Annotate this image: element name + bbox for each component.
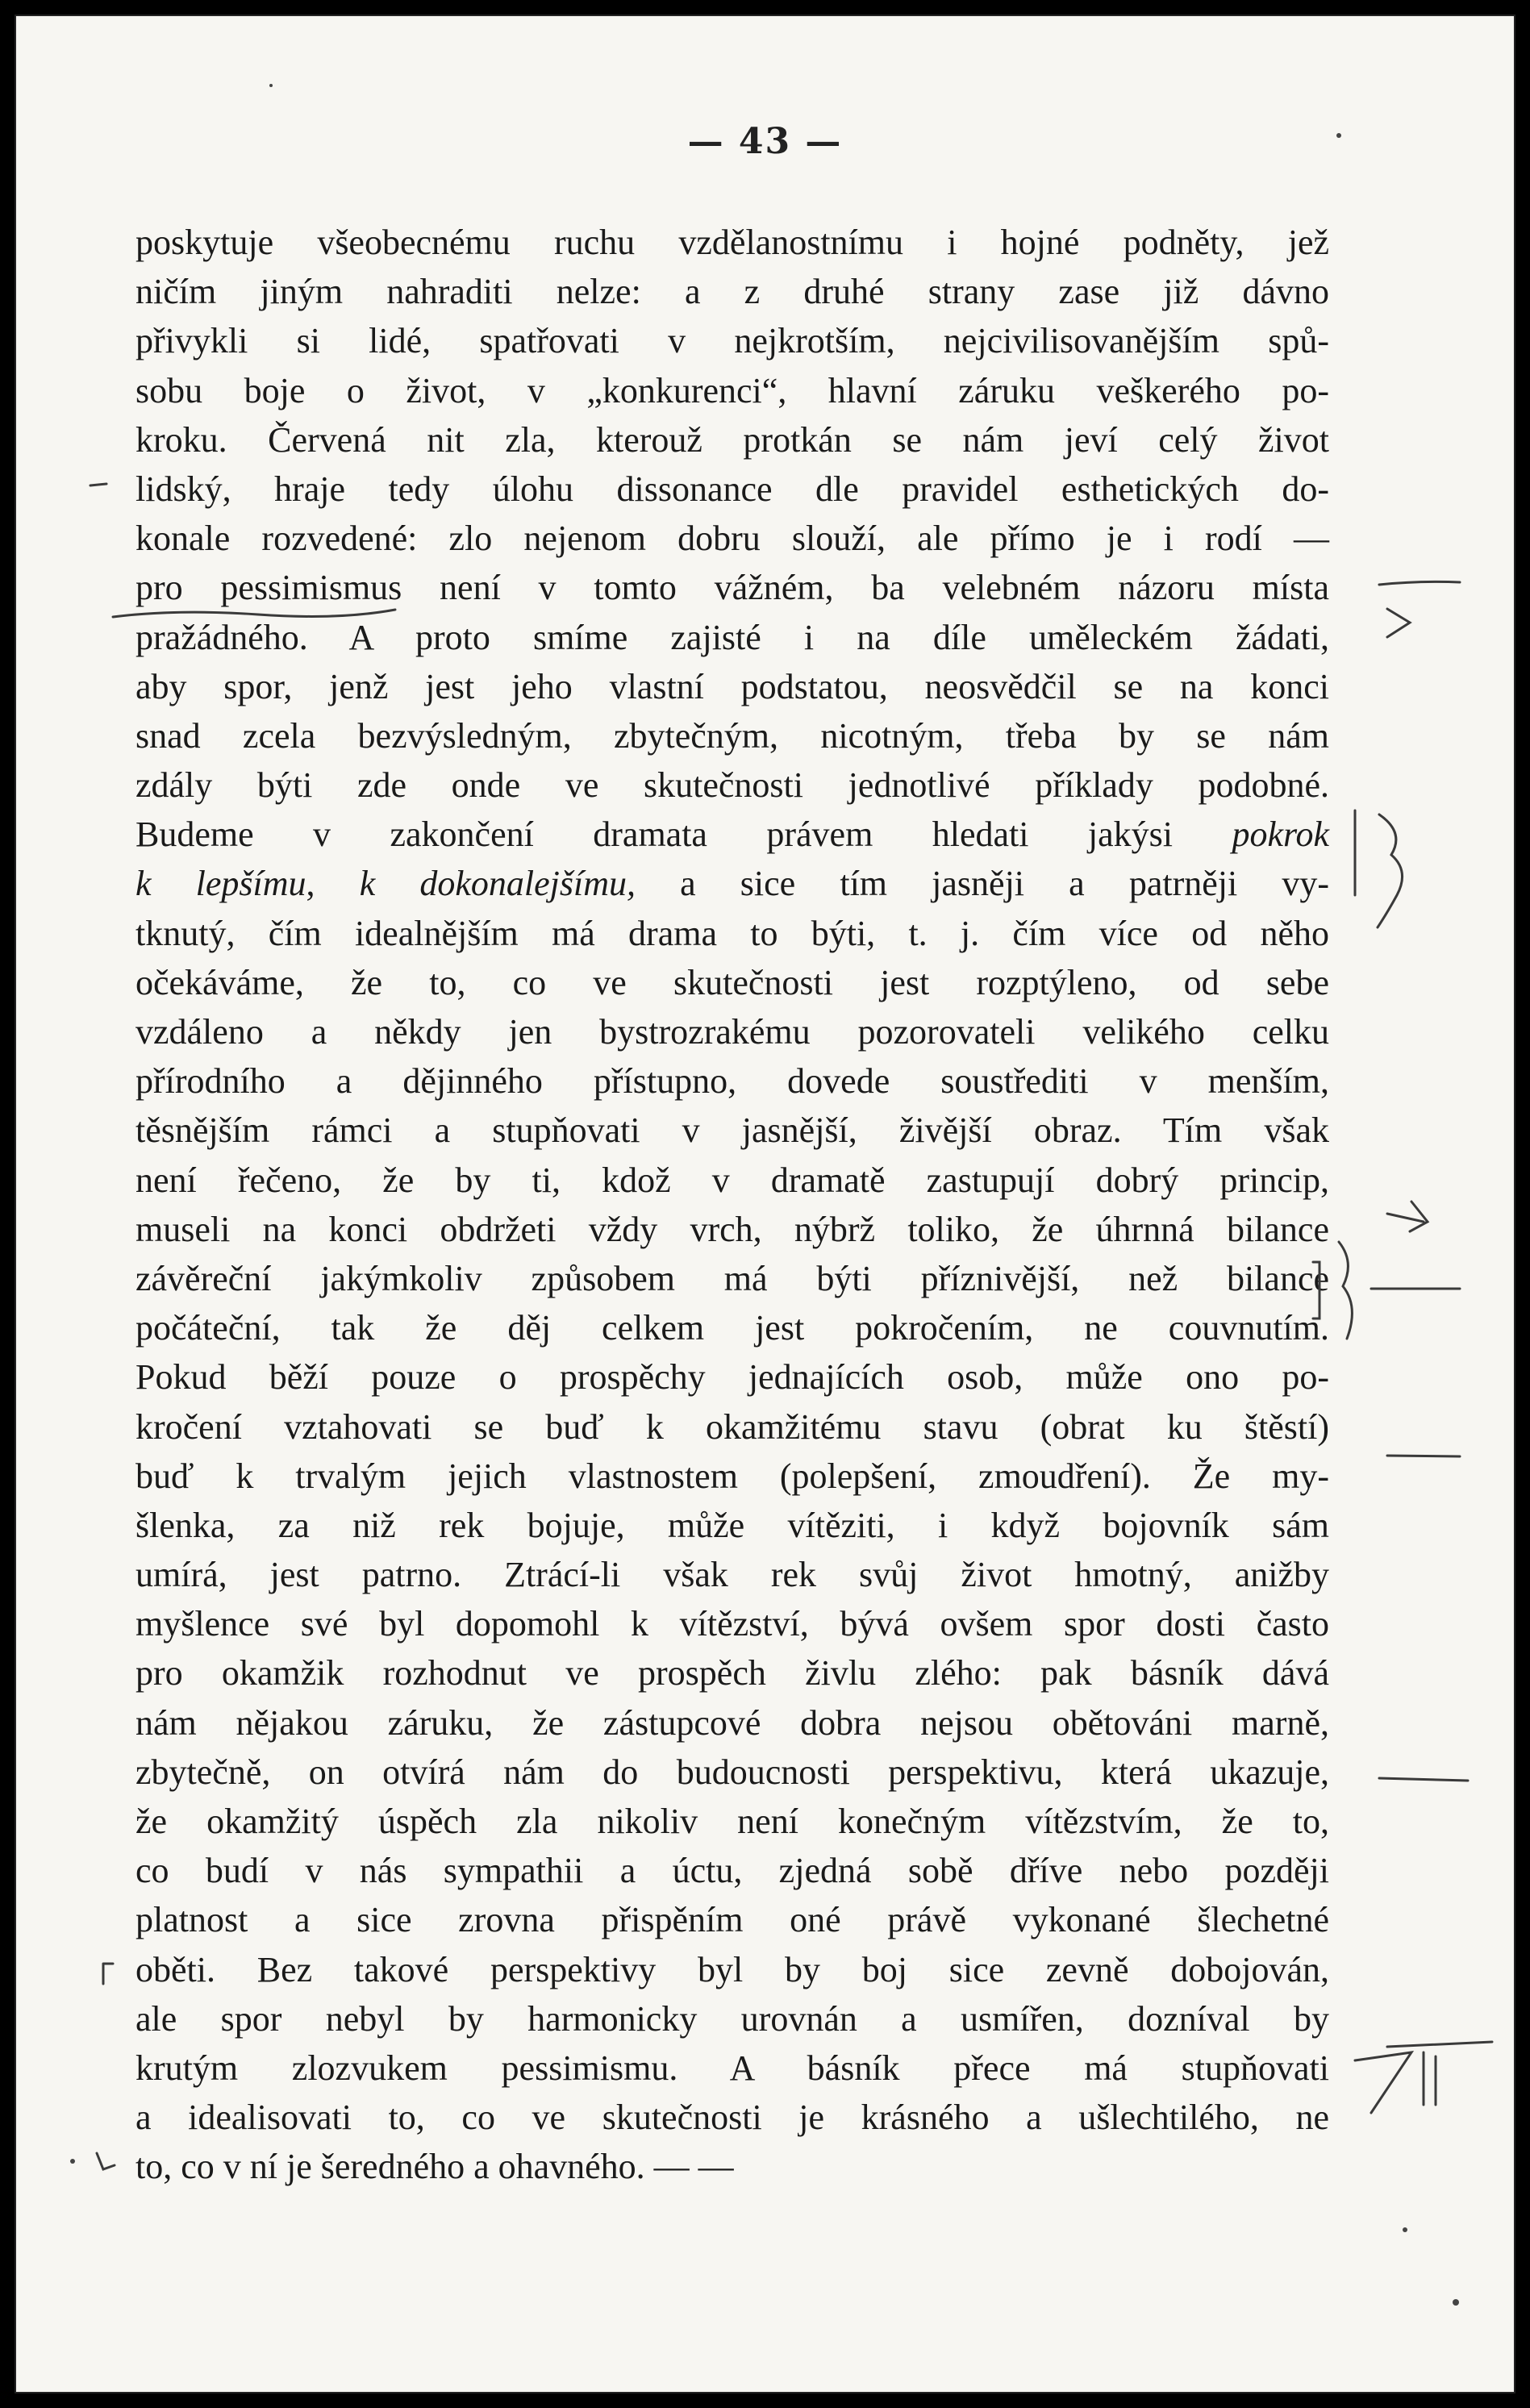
text-segment: krutým zlozvukem pessimismu. A básník přece má stupňovati (135, 2048, 1329, 2088)
text-segment: aby spor, jenž jest jeho vlastní podstatou, neosvědčil se na konci (135, 666, 1329, 706)
text-segment: pražádného. A proto smíme zajisté i na díle uměleckém žádati, (135, 617, 1329, 657)
text-line (135, 316, 1329, 365)
text-line (135, 1599, 1329, 1648)
text-segment: umírá, jest patrno. Ztrácí-li však rek svůj život hmotný, anižby (135, 1555, 1329, 1595)
text-segment: buď k trvalým jejich vlastnostem (polepšení, zmoudření). Že my- (135, 1456, 1329, 1496)
text-segment: lidský, hraje tedy úlohu dissonance dle pravidel esthetických do- (135, 469, 1329, 509)
margin-mark-7 (1355, 2052, 1411, 2113)
stray-dot-3 (70, 2159, 75, 2164)
stray-dot-5 (1403, 2227, 1407, 2232)
text-segment: pro pessimismus není v tomto vážném, ba velebném názoru místa (135, 568, 1329, 608)
text-segment: že okamžitý úspěch zla nikoliv není konečným vítězstvím, že to, (135, 1802, 1329, 1841)
text-line (135, 1056, 1329, 1106)
body-text (135, 218, 1329, 2192)
text-segment: nám nějakou záruku, že zástupcové dobra nejsou obětováni marně, (135, 1702, 1329, 1743)
text-line (135, 1648, 1329, 1698)
text-line (135, 2093, 1329, 2142)
margin-dash-right-4 (1387, 2042, 1492, 2047)
margin-mark-7b (1424, 2052, 1436, 2105)
text-line (135, 1501, 1329, 1550)
text-segment: konale rozvedené: zlo nejenom dobru slouží, ale přímo je i rodí — (135, 519, 1329, 559)
italic-segment: pokrok (1232, 814, 1329, 855)
text-line (135, 2043, 1329, 2093)
text-segment: zdály býti zde onde ve skutečnosti jednotlivé příklady podobné. (135, 765, 1329, 806)
text-segment: a sice tím jasněji a patrněji vy- (636, 864, 1330, 904)
text-segment: kročení vztahovati se buď k okamžitému stavu (obrat ku štěstí) (135, 1406, 1329, 1447)
margin-chevron-1 (1387, 609, 1410, 637)
margin-arrow-2 (1387, 1214, 1424, 1222)
text-line (135, 1846, 1329, 1895)
text-segment: to, co v ní je šeredného a ohavného. — — (135, 2147, 734, 2187)
text-segment: co budí v nás sympathii a úctu, zjedná sobě dříve nebo později (135, 1851, 1329, 1891)
margin-brace-2 (1339, 1242, 1352, 1339)
text-line (135, 613, 1329, 662)
text-segment: přivykli si lidé, spatřovati v nejkrotším, nejcivilisovanějším spů- (135, 321, 1329, 361)
text-segment: myšlence své byl dopomohl k vítězství, bývá ovšem spor dosti často (135, 1604, 1329, 1644)
margin-dash-right-3 (1379, 1778, 1468, 1781)
text-line (135, 1303, 1329, 1352)
text-segment: počáteční, tak že děj celkem jest pokročením, ne couvnutím. (135, 1308, 1329, 1348)
text-line (135, 366, 1329, 415)
page-number: — 43 — (687, 121, 843, 162)
text-line (135, 711, 1329, 760)
text-line (135, 1945, 1329, 1994)
text-line (135, 1452, 1329, 1501)
margin-corner-left (103, 1964, 113, 1984)
text-segment: oběti. Bez takové perspektivy byl by boj sice zevně dobojován, (135, 1949, 1329, 1989)
text-segment: Budeme v zakončení dramata právem hledati jakýsi (135, 814, 1232, 855)
text-line (135, 415, 1329, 465)
text-segment: přírodního a dějinného přístupno, dovede soustřediti v menším, (135, 1061, 1329, 1102)
text-segment: není řečeno, že by ti, kdož v dramatě zastupují dobrý princip, (135, 1160, 1329, 1200)
text-segment: kroku. Červená nit zla, kterouž protkán se nám jeví celý život (135, 419, 1329, 460)
text-line (135, 1156, 1329, 1205)
stray-dot-2 (269, 84, 273, 87)
text-segment: sobu boje o život, v „konkurenci“, hlavní záruku veškerého po- (135, 370, 1329, 410)
text-segment: tknutý, čím idealnějším má drama to býti, t. j. čím více od něho (135, 913, 1329, 953)
text-line (135, 563, 1329, 612)
text-line (135, 810, 1329, 859)
text-line (135, 1994, 1329, 2043)
margin-mark-left-2 (97, 2153, 115, 2169)
margin-arrow-1 (1379, 581, 1460, 585)
text-line (135, 267, 1329, 316)
text-segment: ničím jiným nahraditi nelze: a z druhé strany zase již dávno (135, 272, 1329, 312)
italic-segment: k dokonalejšímu, (359, 864, 636, 904)
text-segment: vzdáleno a někdy jen bystrozrakému pozorovateli velikého celku (135, 1012, 1329, 1052)
text-segment: platnost a sice zrovna přispěním oné právě vykonané šlechetné (135, 1900, 1329, 1940)
text-line (135, 1254, 1329, 1303)
text-line (135, 662, 1329, 711)
text-segment: zbytečně, on otvírá nám do budoucnosti perspektivu, která ukazuje, (135, 1752, 1329, 1792)
text-line (135, 1106, 1329, 1155)
text-segment: a idealisovati to, co ve skutečnosti je krásného a ušlechtilého, ne (135, 2098, 1329, 2138)
text-line (135, 465, 1329, 514)
text-line (135, 1007, 1329, 1056)
text-segment: poskytuje všeobecnému ruchu vzdělanostnímu i hojné podněty, jež (135, 223, 1329, 262)
margin-dash-left-1 (90, 484, 106, 485)
text-segment: závěreční jakýmkoliv způsobem má býti příznivější, než bilance (135, 1258, 1329, 1298)
text-segment: , (306, 864, 360, 904)
text-line (135, 1698, 1329, 1748)
text-line (135, 1550, 1329, 1599)
text-segment: šlenka, za niž rek bojuje, může vítěziti, i když bojovník sám (135, 1505, 1329, 1545)
text-segment: ale spor nebyl by harmonicky urovnán a usmířen, dozníval by (135, 1998, 1329, 2039)
margin-brace-1 (1378, 814, 1403, 927)
text-line (135, 1402, 1329, 1452)
text-line (135, 514, 1329, 563)
scanned-page (15, 15, 1515, 2393)
stray-dot-4 (1453, 2299, 1459, 2306)
margin-arrowhead-2 (1410, 1202, 1428, 1231)
text-line (135, 760, 1329, 810)
text-segment: snad zcela bezvýsledným, zbytečným, nicotným, třeba by se nám (135, 715, 1329, 756)
text-segment: očekáváme, že to, co ve skutečnosti jest rozptýleno, od sebe (135, 962, 1329, 1002)
text-line (135, 859, 1329, 908)
text-line (135, 1352, 1329, 1402)
text-segment: museli na konci obdržeti vždy vrch, nýbrž toliko, že úhrnná bilance (135, 1209, 1329, 1249)
text-segment: pro okamžik rozhodnut ve prospěch živlu zlého: pak básník dává (135, 1653, 1329, 1694)
text-line (135, 958, 1329, 1007)
text-line (135, 1895, 1329, 1944)
italic-segment: k lepšímu (135, 864, 306, 904)
text-line (135, 1205, 1329, 1254)
text-line (135, 909, 1329, 958)
text-line (135, 1748, 1329, 1797)
text-line (135, 1797, 1329, 1846)
text-segment: Pokud běží pouze o prospěchy jednajících osob, může ono po- (135, 1357, 1329, 1398)
text-segment: těsnějším rámci a stupňovati v jasnější, živější obraz. Tím však (135, 1110, 1329, 1151)
text-line (135, 2142, 1329, 2191)
text-line (135, 218, 1329, 267)
